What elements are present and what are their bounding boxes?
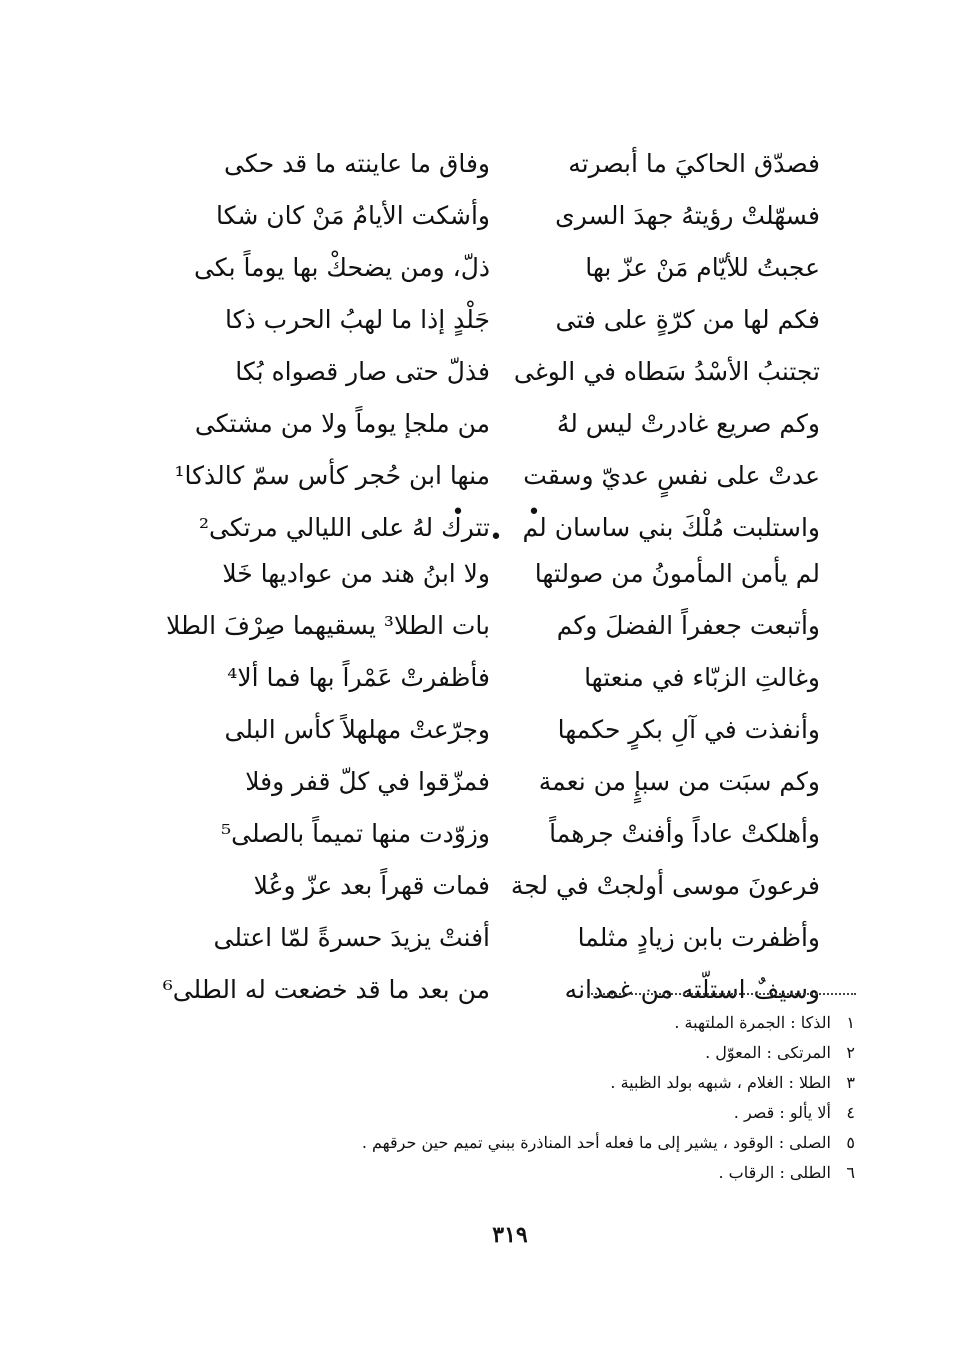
verse-line [200,912,820,964]
verse-first-hemistich: عدتْ على نفسٍ عديّ وسقت [523,461,820,490]
footnote-text: ألا يألو : قصر . [733,1103,831,1122]
verse-second-hemistich: تترك لهُ على الليالي مرتكى² [198,513,490,542]
footnote-number: ٣ [846,1073,855,1092]
verse-first-hemistich: لم يأمن المأمونُ من صولتها [534,559,820,588]
verse-second-hemistich: من بعد ما قد خضعت له الطلى⁶ [162,975,490,1004]
footnote-text: الطلى : الرقاب . [718,1163,831,1182]
verse-second-hemistich: ذلّ، ومن يضحكْ بها يوماً بكى [193,253,490,282]
footnote-number: ٥ [846,1133,855,1152]
footnote-divider [588,993,856,995]
verse-second-hemistich: بات الطلا³ يسقيهما صِرْفَ الطلا [166,611,490,640]
page-number: ٣١٩ [492,1222,528,1248]
verse-first-hemistich: فصدّق الحاكيَ ما أبصرته [568,149,820,178]
verse-first-hemistich: وأنفذت في آلِ بكرٍ حكمها [557,715,820,744]
verse-first-hemistich: تجتنبُ الأسْدُ سَطاه في الوغى [513,357,820,386]
verse-line [166,600,820,652]
verse-second-hemistich: وجرّعتْ مهلهلاً كأس البلى [224,715,490,744]
verse-first-hemistich: وسيفٌ استلّته من غمدانه [564,975,820,1004]
verse-first-hemistich: وكم صريع غادرتْ ليس لهُ [556,409,820,438]
verse-line [200,138,820,190]
verse-line [200,652,820,704]
verse-second-hemistich: فمات قهراً بعد عزّ وعُلا [253,871,490,900]
verse-line [200,860,820,912]
footnote [300,1128,855,1158]
verse-line [200,756,820,808]
footnotes [300,1008,855,1188]
verse-line [200,548,820,600]
footnote [300,1158,855,1188]
verse-second-hemistich: فأظفرتْ عَمْراً بها فما ألا⁴ [227,663,490,692]
footnote-text: الطلا : الغلام ، شبهه بولد الظبية . [610,1073,831,1092]
verse-second-hemistich: وأشكت الأيامُ مَنْ كان شكا [215,201,490,230]
verse-line [200,808,820,860]
verse-first-hemistich: وأظفرت بابن زيادٍ مثلما [577,923,820,952]
verse-first-hemistich: عجبتُ للأيّام مَنْ عزّ بها [585,253,820,282]
verse-first-hemistich: واستلبت مُلْكَ بني ساسان لم [522,513,820,542]
verse-first-hemistich: وأتبعت جعفراً الفضلَ وكم [556,611,820,640]
verse-line [194,398,820,450]
verse-first-hemistich: فرعونَ موسى أولجتْ في لجة [510,871,820,900]
verse-line [200,704,820,756]
footnote-text: الذكا : الجمرة الملتهبة . [674,1013,831,1032]
verse-first-hemistich: وأهلكتْ عاداً وأفنتْ جرهماً [549,819,820,848]
verse-second-hemistich: جَلْدٍ إذا ما لهبُ الحرب ذكا [225,305,490,334]
footnote-number: ٢ [846,1043,855,1062]
footnote [300,1008,855,1038]
footnote-number: ٤ [846,1103,855,1122]
verse-second-hemistich: أفنتْ يزيدَ حسرةً لمّا اعتلى [213,923,490,952]
verse-line [200,294,820,346]
verse-line [200,346,820,398]
verse-first-hemistich: فسهّلتْ رؤيتهُ جهدَ السرى [555,201,820,230]
section-separator: • • • [451,500,569,550]
footnote-text: الصلى : الوقود ، يشير إلى ما فعله أحد المناذرة ببني تميم حين حرقهم . [361,1133,831,1152]
verse-second-hemistich: منها ابن حُجر كأس سمّ كالذكا¹ [174,461,490,490]
verse-second-hemistich: فذلّ حتى صار قصواه بُكا [235,357,490,386]
footnote-text: المرتكى : المعوّل . [705,1043,831,1062]
verse-first-hemistich: وكم سبَت من سبإٍ من نعمة [538,767,820,796]
verse-line [200,190,820,242]
verse-line [193,242,820,294]
verse-second-hemistich: ولا ابنُ هند من عواديها خَلا [222,559,490,588]
footnote-number: ٦ [846,1163,855,1182]
verse-line [174,450,820,502]
verse-first-hemistich: فكم لها من كرّةٍ على فتى [555,305,820,334]
poem-stanza-1 [174,138,820,554]
footnote [300,1098,855,1128]
verse-second-hemistich: وزوّدت منها تميماً بالصلى⁵ [221,819,490,848]
footnote [300,1038,855,1068]
poem-stanza-2 [162,548,820,1016]
footnote-number: ١ [846,1013,855,1032]
verse-second-hemistich: فمزّقوا في كلّ قفر وفلا [245,767,490,796]
verse-second-hemistich: من ملجإ يوماً ولا من مشتكى [194,409,490,438]
verse-second-hemistich: وفاق ما عاينته ما قد حكى [224,149,490,178]
footnote [300,1068,855,1098]
verse-first-hemistich: وغالتِ الزبّاء في منعتها [584,663,820,692]
